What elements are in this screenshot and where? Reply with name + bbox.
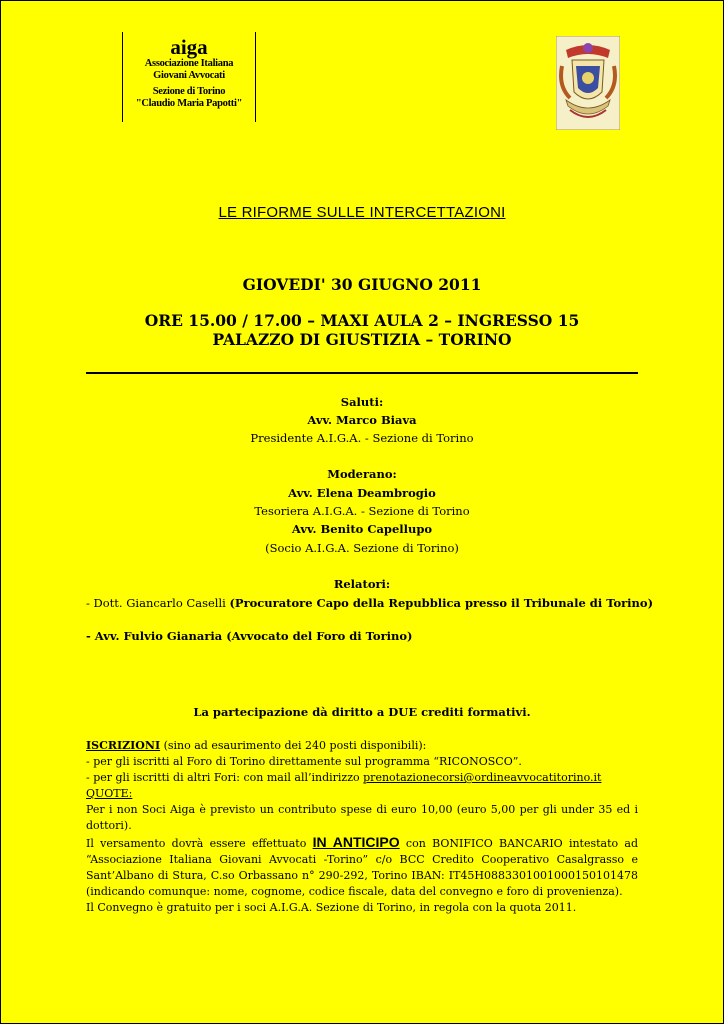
relatore-1	[86, 595, 653, 611]
iscrizioni-line1: - per gli iscritti al Foro di Torino direttamente sul programma “RICONOSCO”.	[86, 755, 522, 768]
crediti-formativi: La partecipazione dà diritto a DUE crediti formativi.	[193, 705, 531, 719]
event-time-place: ORE 15.00 / 17.00 – MAXI AULA 2 – INGRESSO 15	[144, 311, 580, 330]
relatore-1-role: (Procuratore Capo della Repubblica presso il Tribunale di Torino)	[229, 596, 654, 610]
saluti-role: Presidente A.I.G.A. - Sezione di Torino	[250, 431, 474, 445]
iscrizioni-label: ISCRIZIONI	[86, 739, 161, 752]
iscrizioni-section	[86, 738, 638, 916]
moderano-name1: Avv. Elena Deambrogio	[288, 486, 436, 500]
saluti-heading: Saluti:	[340, 395, 384, 409]
relatore-2: - Avv. Fulvio Gianaria (Avvocato del Foro di Torino)	[86, 629, 413, 643]
logo-line4: "Claudio Maria Papotti"	[135, 98, 243, 109]
event-title: LE RIFORME SULLE INTERCETTAZIONI	[218, 204, 506, 221]
anticipo-label: IN ANTICIPO	[312, 834, 400, 850]
aiga-logo	[122, 32, 256, 122]
quote-label: QUOTE:	[86, 787, 133, 800]
event-venue: PALAZZO DI GIUSTIZIA – TORINO	[212, 330, 512, 349]
moderano-role2: (Socio A.I.G.A. Sezione di Torino)	[265, 541, 459, 555]
moderano-heading: Moderano:	[327, 467, 397, 481]
saluti-name: Avv. Marco Biava	[307, 413, 417, 427]
quote-text1: Per i non Soci Aiga è previsto un contributo spese di euro 10,00 (euro 5,00 per gli under 35 ed i dottori).	[86, 803, 638, 832]
iscrizioni-line2: - per gli iscritti di altri Fori: con mail all’indirizzo	[86, 771, 364, 784]
email-link[interactable]: prenotazionecorsi@ordineavvocatitorino.it	[363, 771, 602, 784]
quote-text2c: con BONIFICO BANCARIO intestato ad “Associazione Italiana Giovani Avvocati -Torino” c/o BCC Credito Cooperativo Casalgrasso e Sant’Albano di Stura, C.so Orbassano n° 290-292, Torino IBAN: IT45H0883301001000150101478 (indicando comunque: nome, cognome, codice fiscale, data del convegno e foro di provenienza).	[86, 837, 639, 898]
event-date: GIOVEDI' 30 GIUGNO 2011	[242, 275, 482, 294]
quote-text3: Il Convegno è gratuito per i soci A.I.G.A. Sezione di Torino, in regola con la quota 2011.	[86, 901, 577, 914]
iscrizioni-note: (sino ad esaurimento dei 240 posti disponibili):	[160, 739, 427, 752]
moderano-name2: Avv. Benito Capellupo	[291, 522, 433, 536]
logo-line2: Giovani Avvocati	[153, 70, 225, 81]
logo-name: aiga	[170, 35, 208, 59]
relatori-heading: Relatori:	[333, 577, 391, 591]
heraldic-emblem-icon	[556, 36, 620, 130]
logo-line3: Sezione di Torino	[152, 86, 226, 97]
relatore-1-name: - Dott. Giancarlo Caselli	[86, 596, 226, 610]
logo-line1: Associazione Italiana	[144, 58, 234, 69]
divider	[86, 372, 638, 374]
quote-text2a: Il versamento dovrà essere effettuato	[86, 837, 313, 850]
moderano-role1: Tesoriera A.I.G.A. - Sezione di Torino	[254, 504, 470, 518]
